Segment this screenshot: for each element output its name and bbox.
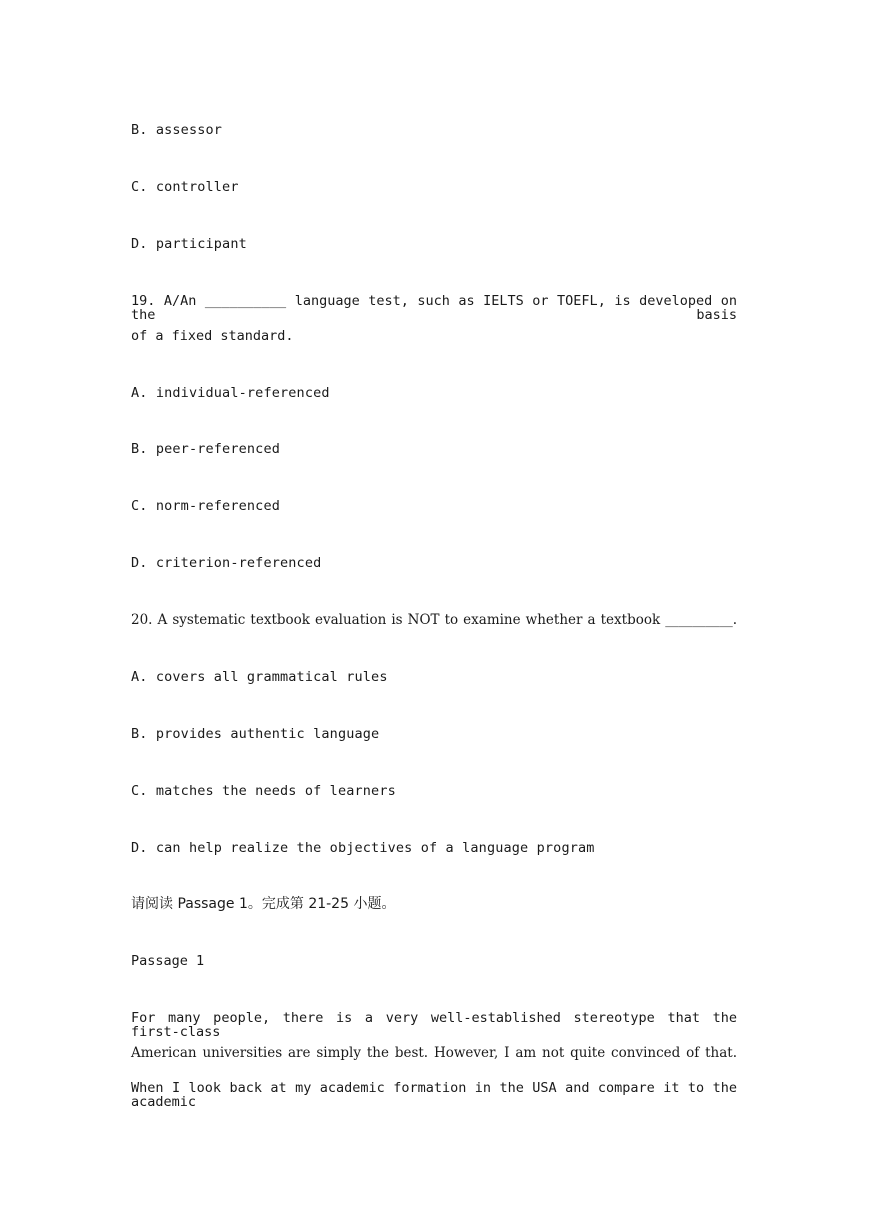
passage-title: Passage 1 — [131, 953, 205, 969]
q19-option-a: A. individual-referenced — [131, 385, 330, 401]
q20-option-b: B. provides authentic language — [131, 726, 380, 742]
q19-option-b: B. peer-referenced — [131, 441, 280, 457]
q20-option-d: D. can help realize the objectives of a language program — [131, 840, 595, 856]
q19-option-c: C. norm-referenced — [131, 498, 280, 514]
reading-instruction: 请阅读 Passage 1。完成第 21-25 小题。 — [131, 896, 396, 912]
q19-stem-line-1: 19. A/An __________ language test, such as IELTS or TOEFL, is developed on the basis — [131, 293, 737, 323]
q20-option-c: C. matches the needs of learners — [131, 783, 396, 799]
q18-option-d: D. participant — [131, 236, 247, 252]
passage-line-1: For many people, there is a very well-established stereotype that the first-class — [131, 1010, 737, 1040]
passage-line-2: American universities are simply the best. However, I am not quite convinced of that. — [131, 1045, 737, 1061]
q19-option-d: D. criterion-referenced — [131, 555, 322, 571]
q18-option-c: C. controller — [131, 179, 239, 195]
q20-stem: 20. A systematic textbook evaluation is NOT to examine whether a textbook __________. — [131, 612, 737, 628]
q20-option-a: A. covers all grammatical rules — [131, 669, 388, 685]
q18-option-b: B. assessor — [131, 122, 223, 138]
q19-stem-line-2: of a fixed standard. — [131, 328, 294, 344]
passage-line-3: When I look back at my academic formation in the USA and compare it to the academic — [131, 1080, 737, 1110]
